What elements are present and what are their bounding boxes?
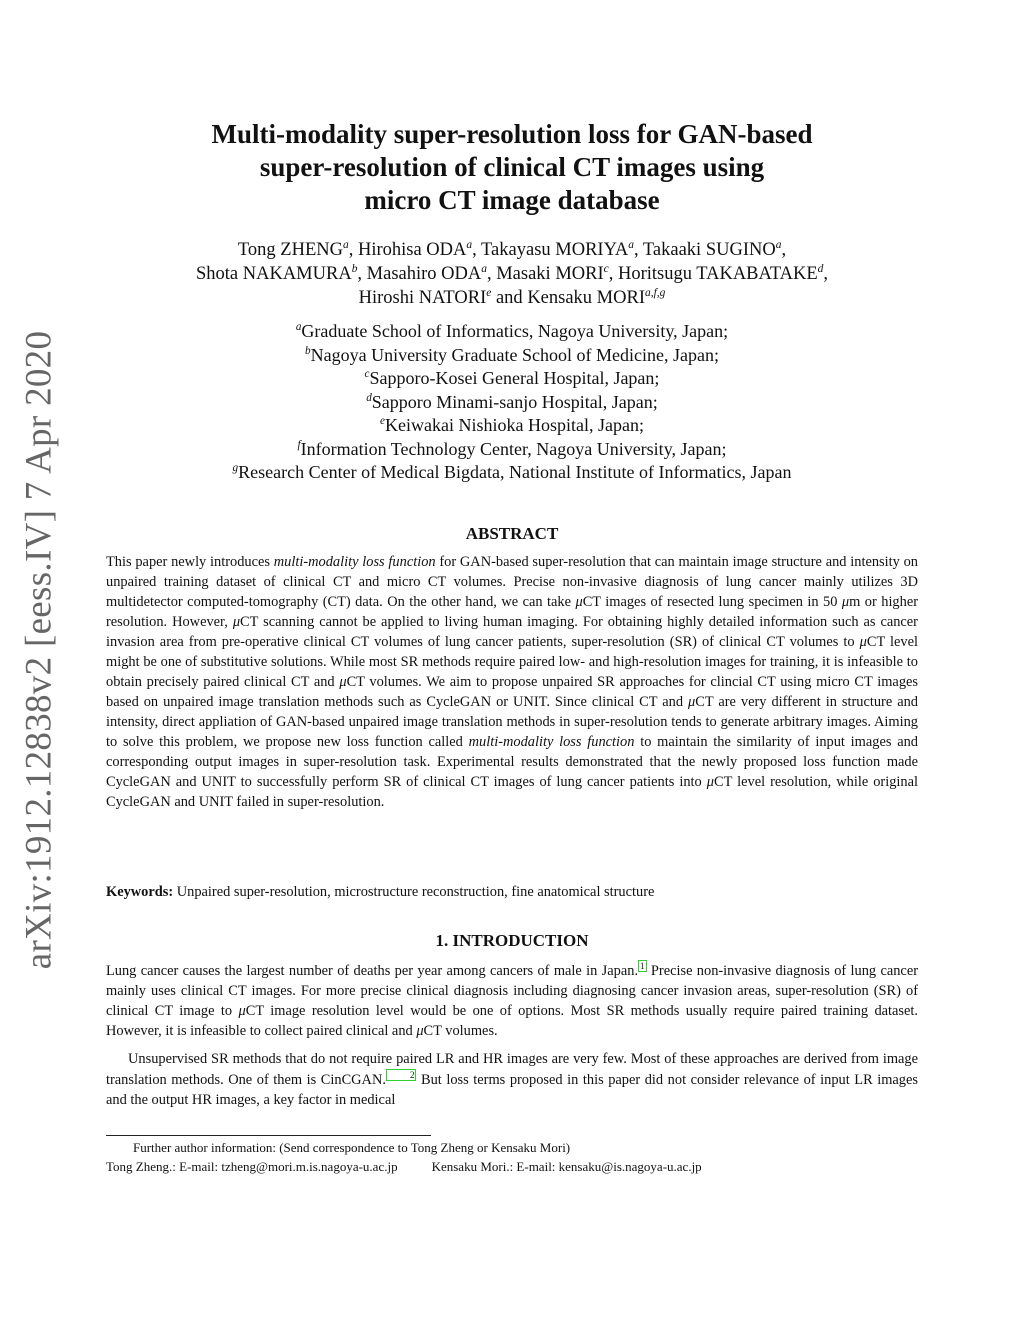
author-affil-mark: c: [603, 262, 609, 275]
introduction-body: [106, 960, 918, 1110]
arxiv-identifier: arXiv:1912.12838v2 [eess.IV] 7 Apr 2020: [18, 330, 60, 970]
paragraph: Lung cancer causes the largest number of deaths per year among cancers of male in Japan. 1 Precise non-invasive diagnosis of lung cancer mainly uses clinical CT images. For more precise clinical diagnosis including diagnosing cancer invasion areas, super-resolution (SR) of clinical CT image to μCT image resolution level would be one of options. Most SR methods usually require paired training dataset. However, it is infeasible to collect paired clinical and μCT volumes.: [106, 961, 919, 1039]
affiliation-item: $^f$Information Technology Center, Nagoya University, Japan;: [297, 438, 727, 459]
paragraph: Unsupervised SR methods that do not require paired LR and HR images are very few. Most of these approaches are derived from image translation methods. One of them is CinCGAN. 2 But loss terms proposed in this paper did not consider relevance of input LR images and the output HR images, a key factor in medical: [106, 1050, 918, 1108]
author-connector: and: [495, 288, 523, 308]
abstract-body: This paper newly introduces multi-modality loss function for GAN-based super-resolution that can maintain image structure and intensity on unpaired training dataset of clinical CT and micro CT volumes. Precise non-invasive diagnosis of lung cancer mainly utilizes 3D multidetector computed-tomography (CT) data. On the other hand, we can take μCT images of resected lung specimen in 50 μm or higher resolution. However, μCT scanning cannot be applied to living human imaging. For obtaining highly detailed information such as cancer invasion area from pre-operative clinical CT volumes of lung cancer patients, super-resolution (SR) of clinical CT volumes to μCT level might be one of substitutive solutions. While most SR methods require paired low- and high-resolution images for training, it is infeasible to obtain precisely paired clinical CT and μCT volumes. We aim to propose unpaired SR approaches for clincial CT using micro CT images based on unpaired image translation methods such as CycleGAN or UNIT. Since clinical CT and μCT are very different in structure and intensity, direct appliation of GAN-based unpaired image translation methods in super-resolution tends to generate arbitrary images. Aiming to solve this problem, we propose new loss function called multi-modality loss function to maintain the similarity of input images and corresponding output images in super-resolution task. Experimental results demonstrated that the newly proposed loss function made CycleGAN and UNIT to successfully perform SR of clinical CT images of lung cancer patients into μCT level resolution, while original CycleGAN and UNIT failed in super-resolution.: [106, 554, 919, 810]
citation-link[interactable]: 1: [640, 961, 645, 971]
author-affil-mark: a: [481, 262, 487, 275]
affiliation-item: $^g$Research Center of Medical Bigdata, National Institute of Informatics, Japan: [232, 462, 792, 482]
footnote-line: Further author information: (Send correspondence to Tong Zheng or Kensaku Mori): [133, 1140, 571, 1155]
paper-title: [106, 118, 918, 217]
citation-link[interactable]: 2: [386, 1069, 417, 1081]
affiliation-list: [106, 320, 918, 485]
author-name: Masahiro ODA: [366, 264, 482, 284]
author-name: Takaaki SUGINO: [642, 240, 776, 260]
arxiv-sidebar: [8, 330, 70, 970]
author-name: Kensaku MORI: [527, 288, 645, 308]
affiliation-item: $^d$Sapporo Minami-sanjo Hospital, Japan;: [366, 391, 658, 412]
author-affil-mark: d: [817, 262, 824, 275]
keywords: [106, 882, 918, 902]
author-email: Kensaku Mori.: E-mail: kensaku@is.nagoya-u.ac.jp: [431, 1159, 702, 1174]
author-affil-mark: a: [342, 238, 349, 251]
author-email: Tong Zheng.: E-mail: tzheng@mori.m.is.nagoya-u.ac.jp: [106, 1159, 398, 1174]
author-affil-mark: a: [628, 238, 634, 251]
section-heading-introduction: 1. INTRODUCTION: [435, 931, 589, 950]
footnotes: [106, 1138, 918, 1176]
footnote-rule: [106, 1135, 431, 1136]
affiliation-item: $^c$Sapporo-Kosei General Hospital, Japan;: [364, 368, 660, 388]
emphasis-term: multi-modality loss function: [468, 734, 635, 750]
author-name: Tong ZHENG: [237, 240, 343, 260]
author-name: Masaki MORI: [496, 264, 604, 284]
author-name: Shota NAKAMURA: [195, 264, 352, 284]
author-list: Tong ZHENG$^a$, Hirohisa ODA$^a$, Takayasu MORIYA$^a$, Takaaki SUGINO$^a$, Shota NAKAMURA$^b$, Masahiro ODA$^a$, Masaki MORI$^c$, Horitsugu TAKABATAKE$^d$, Hiroshi NATORI$^e$ and Kensaku MORI$^{a,f,g}$: [195, 238, 829, 308]
affiliation-item: $^a$Graduate School of Informatics, Nagoya University, Japan;: [295, 321, 729, 341]
author-affil-mark: b: [351, 262, 358, 275]
keywords-text: Unpaired super-resolution, microstructure reconstruction, fine anatomical structure: [173, 884, 655, 900]
author-name: Hiroshi NATORI: [358, 288, 487, 308]
author-name: Hirohisa ODA: [357, 240, 467, 260]
author-name: Takayasu MORIYA: [481, 240, 629, 260]
author-affil-mark: a: [775, 238, 782, 251]
keywords-label: Keywords:: [106, 884, 174, 900]
abstract-heading: ABSTRACT: [465, 524, 559, 543]
affiliation-item: $^b$Nagoya University Graduate School of Medicine, Japan;: [305, 344, 719, 365]
title-line: super-resolution of clinical CT images using: [259, 152, 765, 182]
affiliation-item: $^e$Keiwakai Nishioka Hospital, Japan;: [380, 415, 644, 435]
author-affil-mark: e: [486, 286, 492, 299]
title-line: micro CT image database: [364, 185, 660, 215]
author-name: Horitsugu TAKABATAKE: [617, 264, 818, 284]
author-affil-mark: a: [466, 238, 473, 251]
emphasis-term: multi-modality loss function: [273, 554, 436, 570]
title-line: Multi-modality super-resolution loss for GAN-based: [211, 119, 813, 149]
author-affil-mark: a,f,g: [644, 286, 666, 299]
